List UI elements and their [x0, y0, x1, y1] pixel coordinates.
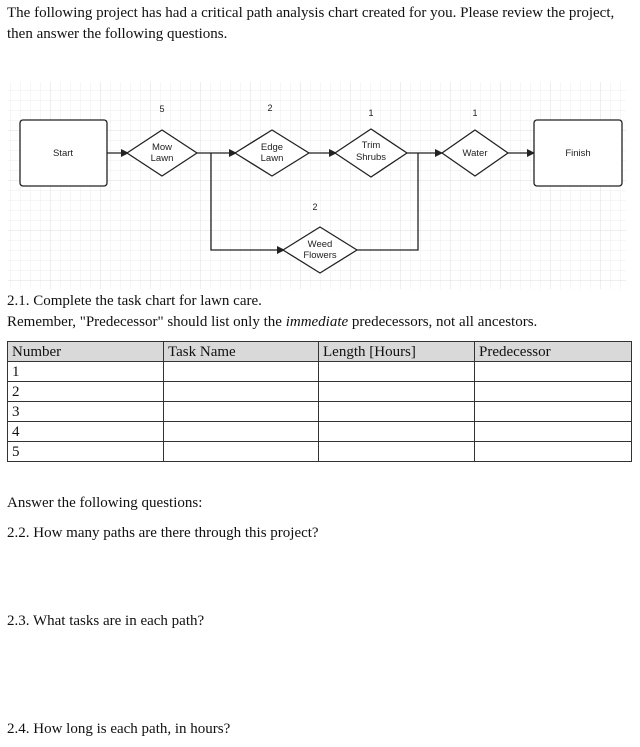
predecessor-cell[interactable] [475, 402, 632, 422]
row-number: 5 [8, 442, 164, 462]
trim-duration: 1 [368, 108, 374, 118]
questions-lead: Answer the following questions: [7, 495, 203, 511]
length-cell[interactable] [319, 362, 475, 382]
table-row [8, 442, 632, 462]
task-chart-table [7, 341, 632, 462]
trim-label-line1: Trim [361, 140, 381, 151]
task-name-cell[interactable] [164, 402, 319, 422]
header-predecessor: Predecessor [475, 342, 632, 362]
question-2-2: 2.2. How many paths are there through this project? [7, 525, 319, 541]
intro-paragraph: The following project has had a critical path analysis chart created for you. Please review the project, then answer the following questions. [7, 5, 615, 42]
predecessor-cell[interactable] [475, 382, 632, 402]
length-cell[interactable] [319, 442, 475, 462]
water-duration: 1 [472, 108, 478, 118]
edge-duration: 2 [267, 103, 273, 113]
mow-duration: 5 [159, 104, 165, 114]
question-2-3: 2.3. What tasks are in each path? [7, 613, 205, 629]
note-prefix: Remember, "Predecessor" should list only the [7, 314, 286, 330]
note-suffix: predecessors, not all ancestors. [348, 314, 538, 330]
row-number: 3 [8, 402, 164, 422]
header-number: Number [8, 342, 164, 362]
predecessor-cell[interactable] [475, 442, 632, 462]
length-cell[interactable] [319, 422, 475, 442]
table-row [8, 422, 632, 442]
edge-label-line1: Edge [260, 142, 284, 153]
question-2-4: 2.4. How long is each path, in hours? [7, 721, 231, 737]
section-2-1-heading: 2.1. Complete the task chart for lawn care. [7, 293, 262, 309]
finish-label: Finish [565, 148, 591, 159]
row-number: 4 [8, 422, 164, 442]
weed-duration: 2 [312, 202, 318, 212]
table-row [8, 402, 632, 422]
table-header-row [8, 342, 632, 362]
mow-label-line1: Mow [151, 142, 173, 153]
section-2-1-note [7, 313, 537, 332]
note-emphasis: immediate [285, 314, 349, 330]
weed-label-line1: Weed [307, 239, 333, 250]
critical-path-diagram [0, 80, 640, 295]
edge-label-line2: Lawn [260, 153, 284, 164]
row-number: 2 [8, 382, 164, 402]
task-name-cell[interactable] [164, 422, 319, 442]
weed-label-line2: Flowers [303, 250, 337, 261]
length-cell[interactable] [319, 402, 475, 422]
task-name-cell[interactable] [164, 362, 319, 382]
table-row [8, 362, 632, 382]
header-length: Length [Hours] [319, 342, 475, 362]
row-number: 1 [8, 362, 164, 382]
mow-label-line2: Lawn [150, 153, 174, 164]
task-name-cell[interactable] [164, 442, 319, 462]
table-row [8, 382, 632, 402]
length-cell[interactable] [319, 382, 475, 402]
start-label: Start [52, 148, 74, 159]
task-name-cell[interactable] [164, 382, 319, 402]
predecessor-cell[interactable] [475, 362, 632, 382]
water-label: Water [462, 148, 488, 159]
header-task-name: Task Name [164, 342, 319, 362]
predecessor-cell[interactable] [475, 422, 632, 442]
trim-label-line2: Shrubs [355, 152, 387, 163]
